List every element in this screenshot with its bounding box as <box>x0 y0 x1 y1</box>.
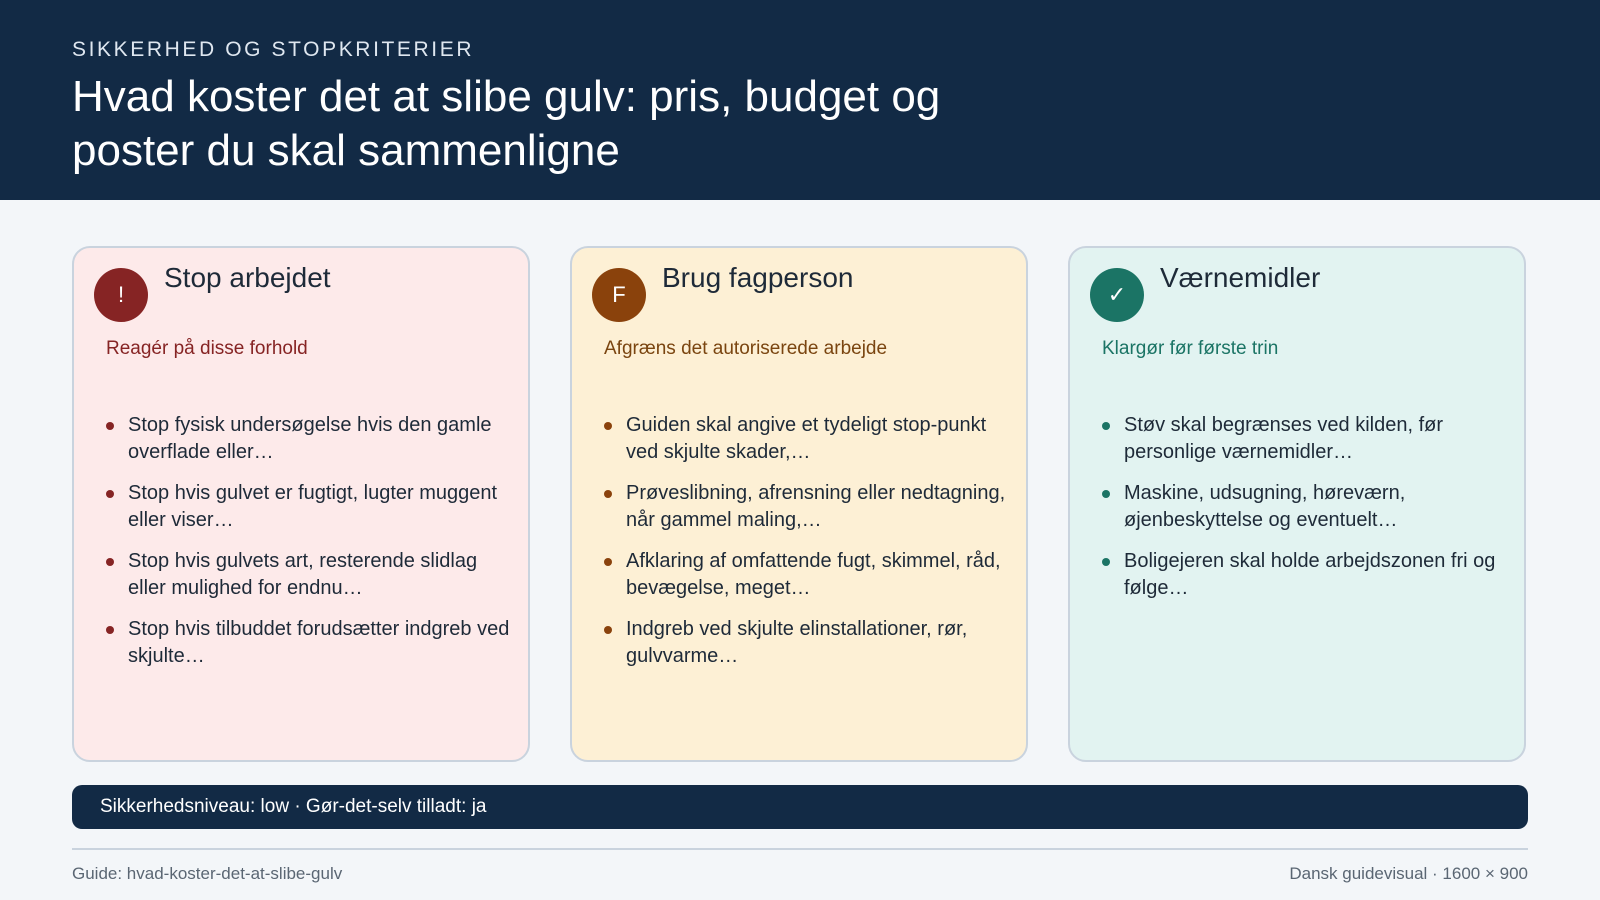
bullet-dot-icon <box>604 422 612 430</box>
list-item-text: Prøveslibning, afrensning eller nedtagning, når gammel maling,… <box>626 482 1006 531</box>
footer-guide-slug: Guide: hvad-koster-det-at-slibe-gulv <box>72 864 343 883</box>
eyebrow-label: SIKKERHED OG STOPKRITERIER <box>72 38 475 61</box>
card-title: Stop arbejdet <box>164 262 331 293</box>
bullet-dot-icon <box>604 626 612 634</box>
list-item <box>1102 480 1512 534</box>
bullet-list <box>1102 412 1512 616</box>
bullet-list <box>106 412 516 684</box>
bullet-dot-icon <box>604 558 612 566</box>
card-subtitle: Klargør før første trin <box>1102 338 1279 359</box>
bullet-dot-icon <box>1102 558 1110 566</box>
bullet-dot-icon <box>106 558 114 566</box>
list-item <box>106 616 516 670</box>
exclamation-icon: ! <box>94 268 148 322</box>
header-banner <box>0 0 1600 200</box>
list-item-text: Stop fysisk undersøgelse hvis den gamle overflade eller… <box>128 414 492 463</box>
bullet-dot-icon <box>106 490 114 498</box>
card-use-professional <box>570 246 1028 762</box>
list-item <box>604 548 1014 602</box>
list-item-text: Indgreb ved skjulte elinstallationer, rør, gulvvarme… <box>626 618 968 667</box>
footer-divider <box>72 848 1528 850</box>
bullet-dot-icon <box>1102 490 1110 498</box>
list-item-text: Stop hvis tilbuddet forudsætter indgreb ved skjulte… <box>128 618 510 667</box>
list-item-text: Støv skal begrænses ved kilden, før personlige værnemidler… <box>1124 414 1444 463</box>
safety-status-bar <box>72 785 1528 829</box>
bullet-dot-icon <box>604 490 612 498</box>
card-subtitle: Reagér på disse forhold <box>106 338 308 359</box>
card-protective-equipment <box>1068 246 1526 762</box>
card-title: Værnemidler <box>1160 262 1321 293</box>
list-item-text: Stop hvis gulvets art, resterende slidlag eller mulighed for endnu… <box>128 550 478 599</box>
letter-f-icon: F <box>592 268 646 322</box>
card-stop-work <box>72 246 530 762</box>
list-item <box>1102 412 1512 466</box>
page-title: Hvad koster det at slibe gulv: pris, budget og poster du skal sammenligne <box>72 72 941 175</box>
footer-caption: Dansk guidevisual · 1600 × 900 <box>1289 864 1528 883</box>
bullet-dot-icon <box>1102 422 1110 430</box>
list-item <box>604 616 1014 670</box>
bullet-dot-icon <box>106 626 114 634</box>
checkmark-icon: ✓ <box>1090 268 1144 322</box>
card-subtitle: Afgræns det autoriserede arbejde <box>604 338 888 359</box>
list-item <box>604 480 1014 534</box>
list-item-text: Boligejeren skal holde arbejdszonen fri og følge… <box>1124 550 1496 599</box>
list-item-text: Afklaring af omfattende fugt, skimmel, råd, bevægelse, meget… <box>626 550 1001 599</box>
list-item <box>106 480 516 534</box>
list-item <box>604 412 1014 466</box>
status-text: Sikkerhedsniveau: low · Gør-det-selv tilladt: ja <box>100 796 487 817</box>
list-item-text: Maskine, udsugning, høreværn, øjenbeskyttelse og eventuelt… <box>1124 482 1406 531</box>
list-item <box>1102 548 1512 602</box>
bullet-dot-icon <box>106 422 114 430</box>
list-item <box>106 412 516 466</box>
list-item-text: Stop hvis gulvet er fugtigt, lugter muggent eller viser… <box>128 482 498 531</box>
card-title: Brug fagperson <box>662 262 854 293</box>
list-item-text: Guiden skal angive et tydeligt stop-punkt ved skjulte skader,… <box>626 414 987 463</box>
bullet-list <box>604 412 1014 684</box>
list-item <box>106 548 516 602</box>
